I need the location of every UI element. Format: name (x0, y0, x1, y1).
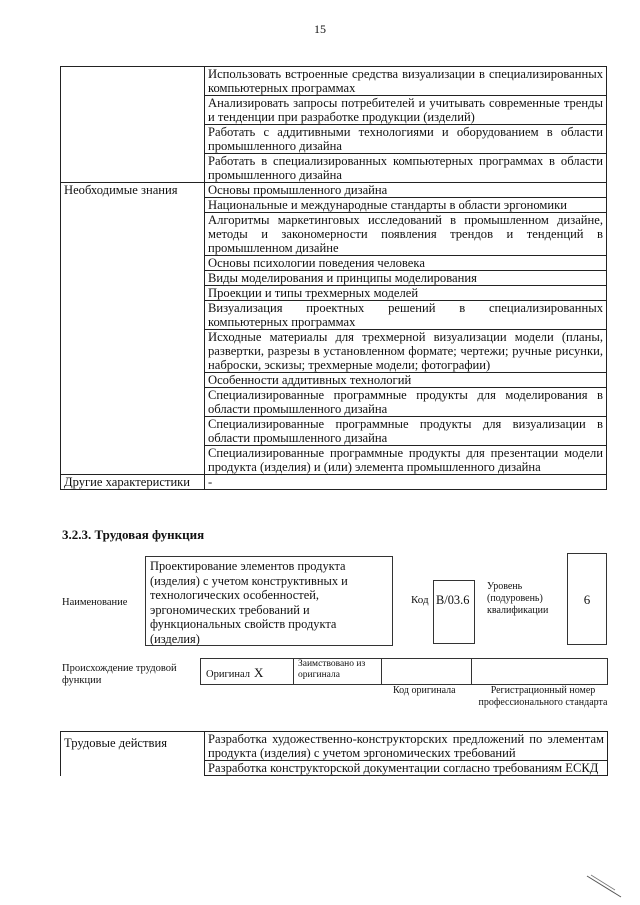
knowledge-item: Национальные и международные стандарты в области эргономики (205, 198, 607, 213)
knowledge-item: Алгоритмы маркетинговых исследований в промышленном дизайне, методы и закономерности появления трендов и тенденций в промышленном дизайне (205, 213, 607, 256)
skill-item: Анализировать запросы потребителей и учитывать современные тренды и тенденции при разработке продукции (изделий) (205, 96, 607, 125)
table-row (61, 271, 607, 286)
skill-item: Использовать встроенные средства визуализации в специализированных компьютерных программах (205, 67, 607, 96)
original-label: Оригинал (206, 669, 250, 680)
knowledge-item: Визуализация проектных решений в специализированных компьютерных программах (205, 301, 607, 330)
code-original-cell (382, 658, 472, 685)
section-title: 3.2.3. Трудовая функция (62, 527, 205, 542)
table-row (61, 761, 608, 776)
table-row (61, 475, 607, 490)
requirements-table (60, 66, 607, 490)
original-cell (200, 658, 294, 685)
pen-stroke-mark (585, 873, 629, 899)
labor-action-item: Разработка художественно-конструкторских предложений по элементам продукта (изделия) с учетом эргономических требований (205, 732, 608, 761)
knowledge-item: Проекции и типы трехмерных моделей (205, 286, 607, 301)
origin-label: Происхождение трудовой функции (62, 663, 177, 686)
page-number: 15 (314, 22, 326, 36)
table-row (61, 183, 607, 198)
code-label: Код (411, 594, 429, 606)
table-row (61, 256, 607, 271)
other-characteristics-value: - (205, 475, 607, 490)
table-row (61, 373, 607, 388)
table-row (61, 125, 607, 154)
table-row (61, 330, 607, 373)
code-original-label: Код оригинала (393, 685, 456, 696)
labor-actions-table (60, 731, 608, 776)
level-label: Уровень (подуровень) квалификации (487, 581, 549, 616)
skill-item: Работать с аддитивными технологиями и оборудованием в области промышленного дизайна (205, 125, 607, 154)
knowledge-item: Специализированные программные продукты для моделирования в области промышленного дизайна (205, 388, 607, 417)
code-value: B/03.6 (433, 580, 475, 644)
knowledge-item: Особенности аддитивных технологий (205, 373, 607, 388)
table-row (61, 446, 607, 475)
knowledge-item: Исходные материалы для трехмерной визуализации модели (планы, развертки, разрезы в установленном формате; чертежи; ручные рисунки, наброски, эскизы; трехмерные модели; фотографии) (205, 330, 607, 373)
knowledge-item: Специализированные программные продукты для визуализации в области промышленного дизайна (205, 417, 607, 446)
skill-item: Работать в специализированных компьютерных программах в области промышленного дизайна (205, 154, 607, 183)
table-row (61, 213, 607, 256)
original-mark: X (254, 665, 264, 680)
knowledge-item: Основы психологии поведения человека (205, 256, 607, 271)
knowledge-label: Необходимые знания (61, 183, 205, 198)
table-row (61, 198, 607, 213)
table-row (61, 67, 607, 96)
labor-action-item: Разработка конструкторской документации согласно требованиям ЕСКД (205, 761, 608, 776)
knowledge-item: Основы промышленного дизайна (205, 183, 607, 198)
table-row (61, 96, 607, 125)
table-row (61, 286, 607, 301)
knowledge-item: Виды моделирования и принципы моделирования (205, 271, 607, 286)
name-label: Наименование (62, 597, 128, 608)
function-name: Проектирование элементов продукта (изделия) с учетом конструктивных и технологических особенностей, эргономических требований и функциональных свойств продукта (изделия) (145, 556, 393, 646)
table-row (61, 732, 608, 761)
other-characteristics-label: Другие характеристики (61, 475, 205, 490)
labor-actions-label: Трудовые действия (61, 732, 205, 761)
knowledge-item: Специализированные программные продукты для презентации модели продукта (изделия) и (или) элемента промышленного дизайна (205, 446, 607, 475)
table-row (61, 154, 607, 183)
table-row (61, 417, 607, 446)
table-row (61, 388, 607, 417)
borrowed-label: Заимствовано из оригинала (294, 658, 382, 685)
reg-number-label: Регистрационный номер профессионального стандарта (478, 685, 608, 708)
level-value: 6 (567, 553, 607, 645)
table-row (61, 301, 607, 330)
